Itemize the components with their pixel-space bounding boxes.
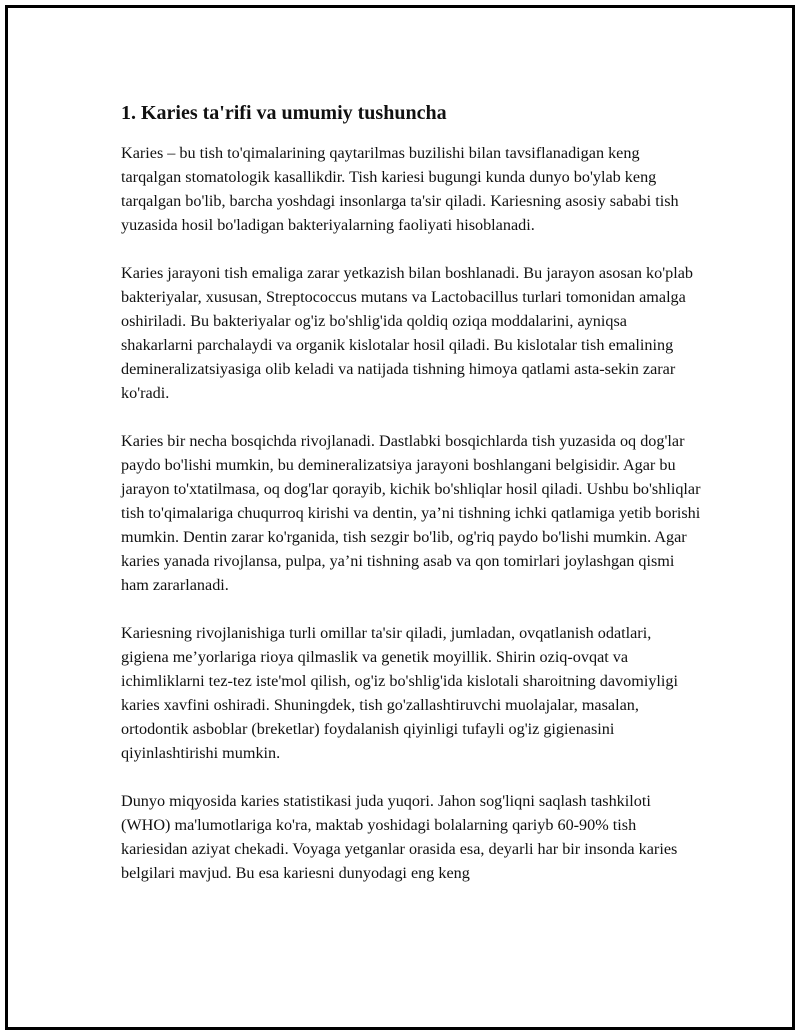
paragraph-stages: Karies bir necha bosqichda rivojlanadi. Dastlabki bosqichlarda tish yuzasida oq dog'lar paydo bo'lishi mumkin, bu demineralizatsiya jarayoni boshlangani belgisidir. Agar bu jarayon to'xtatilmasa, oq dog'lar qorayib, kichik bo'shliqlar hosil qiladi. Ushbu bo'shliqlar tish to'qimalariga chuqurroq kirishi va dentin, ya’ni tishning ichki qatlamiga yetib borishi mumkin. Dentin zarar ko'rganida, tish sezgir bo'lib, og'riq paydo bo'lishi mumkin. Agar karies yanada rivojlansa, pulpa, ya’ni tishning asab va qon tomirlari joylashgan qismi ham zararlanadi. — [121, 432, 701, 594]
page-frame — [5, 5, 795, 1030]
page-content — [121, 100, 701, 909]
paragraph-definition: Karies – bu tish to'qimalarining qaytarilmas buzilishi bilan tavsiflanadigan keng tarqalgan stomatologik kasallikdir. Tish kariesi bugungi kunda dunyo bo'ylab keng tarqalgan bo'lib, barcha yoshdagi insonlarga ta'sir qiladi. Kariesning asosiy sababi tish yuzasida hosil bo'ladigan bakteriyalarning faoliyati hisoblanadi. — [121, 144, 679, 234]
paragraph-factors: Kariesning rivojlanishiga turli omillar ta'sir qiladi, jumladan, ovqatlanish odatlari, gigiena me’yorlariga rioya qilmaslik va genetik moyillik. Shirin oziq-ovqat va ichimliklarni tez-tez iste'mol qilish, og'iz bo'shlig'ida kislotali sharoitning davomiyligi karies xavfini oshiradi. Shuningdek, tish go'zallashtiruvchi muolajalar, masalan, ortodontik asboblar (breketlar) foydalanish qiyinligi tufayli og'iz gigienasini qiyinlashtirishi mumkin. — [121, 624, 679, 762]
paragraph-statistics: Dunyo miqyosida karies statistikasi juda yuqori. Jahon sog'liqni saqlash tashkiloti (WHO) ma'lumotlariga ko'ra, maktab yoshidagi bolalarning qariyb 60-90% tish kariesidan aziyat chekadi. Voyaga yetganlar orasida esa, deyarli har bir insonda karies belgilari mavjud. Bu esa kariesni dunyodagi eng keng — [121, 792, 678, 882]
section-heading: 1. Karies ta'rifi va umumiy tushuncha — [121, 102, 447, 124]
paragraph-process: Karies jarayoni tish emaliga zarar yetkazish bilan boshlanadi. Bu jarayon asosan ko'plab bakteriyalar, xususan, Streptococcus mutans va Lactobacillus turlari tomonidan amalga oshiriladi. Bu bakteriyalar og'iz bo'shlig'ida qoldiq oziqa moddalarini, ayniqsa shakarlarni parchalaydi va organik kislotalar hosil qiladi. Bu kislotalar tish emalining demineralizatsiyasiga olib keladi va natijada tishning himoya qatlami asta-sekin zarar ko'radi. — [121, 264, 693, 402]
